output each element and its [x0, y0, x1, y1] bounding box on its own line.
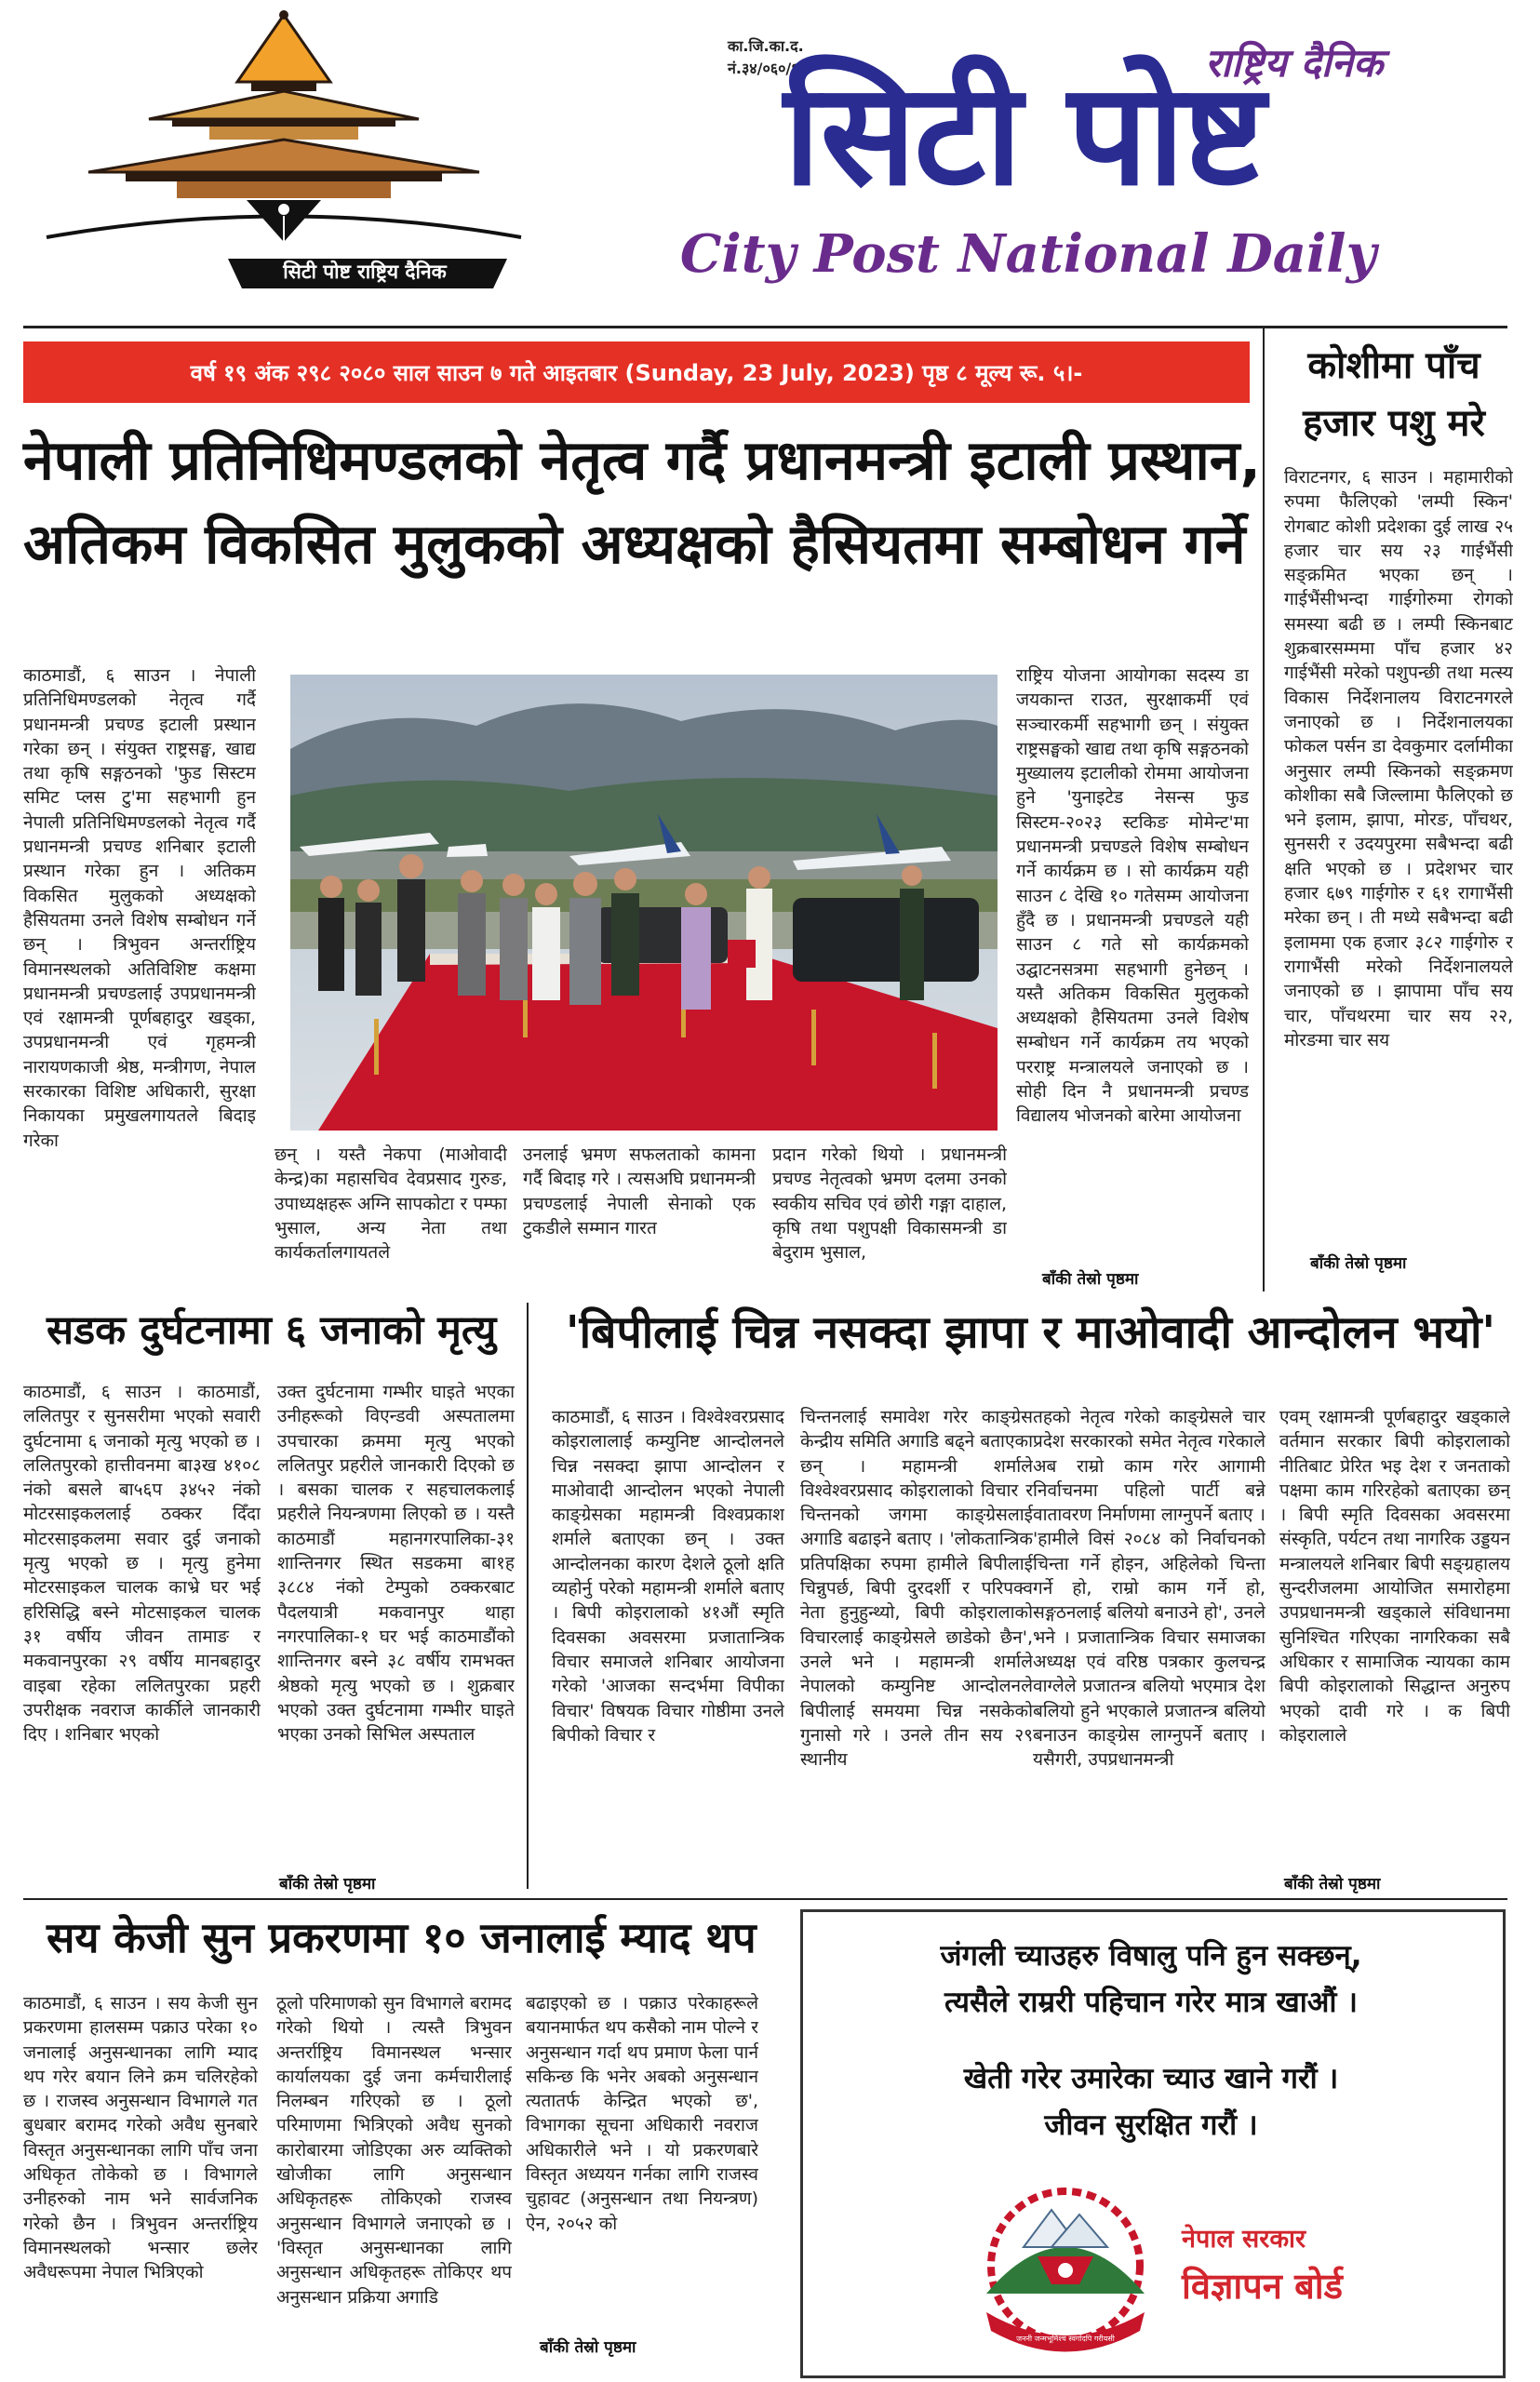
gold-story-col1: काठमाडौं, ६ साउन । सय केजी सुन प्रकरणमा हालसम्म पक्राउ परेका १० जनालाई अनुसन्धानका लागि म्याद थप गरेर बयान लिने क्रम चलिरहेको छ । राजस्व अनुसन्धान विभागले गत बुधबार बरामद गरेको अवैध सुनबारे विस्तृत अनुसन्धानका लागि पाँच जना अधिकृत तोकेको छ । विभागले उनीहरुको नाम भने सार्वजनिक गरेको छैन । त्रिभुवन अन्तर्राष्ट्रिय विमानस्थलको भन्सार छलेर अवैधरूपमा नेपाल भित्रिएको — [23, 1993, 258, 2283]
registration-number-line1: का.जि.का.द. — [728, 37, 804, 55]
bp-story-continued: बाँकी तेस्रो पृष्ठमा — [1284, 1875, 1381, 1894]
gold-story-col3: बढाइएको छ । पक्राउ परेकाहरूले बयानमार्फत थप कसैको नाम पोल्ने र अनुसन्धान गर्दा थप प्रमाण फेला पार्न सकिन्छ कि भनेर अबको अनुसन्धान त्यतातर्फ केन्द्रित भएको छ', विभागका सूचना अधिकारी नवराज अधिकारीले भने । यो प्रकरणबारे विस्तृत अध्ययन गर्नका लागि राजस्व चुहावट (अनुसन्धान तथा नियन्त्रण) ऐन, २०५२ को — [526, 1993, 758, 2234]
lead-headline-line2: अतिकम विकसित मुलुकको अध्यक्षको हैसियतमा सम्बोधन गर्ने — [23, 512, 1246, 576]
gold-story-continued: बाँकी तेस्रो पृष्ठमा — [540, 2338, 636, 2357]
column-rule — [527, 1303, 529, 1889]
accident-story-col1: काठमाडौं, ६ साउन । काठमाडौं, ललितपुर र सुनसरीमा भएको सवारी दुर्घटनामा ६ जनाको मृत्यु भएको छ । ललितपुरको हात्तीवनमा बा३ख ४१०८ नंको बसले बा५६प ३४५२ नंको मोटरसाइकललाई ठक्कर दिँदा मोटरसाइकलमा सवार दुई जनाको मृत्यु भएको छ । मृत्यु हुनेमा मोटरसाइकल चालक काभ्रे घर भई हरिसिद्धि बस्ने मोटसाइकल चालक ३१ वर्षीय जीवन तामाङ र मकवानपुरका २९ वर्षीय मानबहादुर वाइबा रहेका ललितपुरका प्रहरी उपरीक्षक नवराज कार्कीले जानकारी दिए । शनिबार भएको — [23, 1382, 261, 1746]
sidebar-headline-line2: हजार पशु मरे — [1303, 402, 1485, 445]
sidebar-story-continued: बाँकी तेस्रो पृष्ठमा — [1310, 1254, 1407, 1273]
lead-story-col3: उनलाई भ्रमण सफलताको कामना गर्दै बिदाइ गरे । त्यसअघि प्रधानमन्त्री प्रचण्डलाई नेपाली सेनाको एक टुकडीले सम्मान गारत — [523, 1144, 756, 1238]
advert-sponsor-line2: विज्ञापन बोर्ड — [1182, 2266, 1343, 2307]
sidebar-headline-line1: कोशीमा पाँच — [1307, 344, 1480, 387]
logo-caption: सिटी पोष्ट राष्ट्रिय दैनिक — [283, 261, 447, 283]
accident-story-continued: बाँकी तेस्रो पृष्ठमा — [279, 1875, 376, 1894]
accident-headline: सडक दुर्घटनामा ६ जनाको मृत्यु — [47, 1307, 497, 1354]
masthead — [0, 0, 1540, 321]
advert-line1: जंगली च्याउहरु विषालु पनि हुन सक्छन्, — [940, 1939, 1362, 1973]
masthead-title: सिटी पोष्ट — [783, 52, 1264, 217]
registration-number-line2: नं.३४/०६०/६१ — [728, 60, 807, 77]
advert-sponsor-line1: नेपाल सरकार — [1182, 2225, 1306, 2254]
nepal-emblem — [968, 2182, 1163, 2354]
gold-headline: सय केजी सुन प्रकरणमा १० जनालाई म्याद थप — [47, 1913, 757, 1962]
advert-line4: जीवन सुरक्षित गरौं । — [1044, 2108, 1258, 2142]
sidebar-rule — [1263, 328, 1265, 1291]
lead-story-col4: प्रदान गरेको थियो । प्रधानमन्त्री प्रचण्ड नेतृत्वको भ्रमण दलमा उनको स्वकीय सचिव एवं छोरी गङ्गा दाहाल, कृषि तथा पशुपक्षी विकासमन्त्री डा बेदुराम भुसाल, — [772, 1144, 1007, 1264]
advert-line3: खेती गरेर उमारेका च्याउ खाने गरौं । — [963, 2062, 1339, 2095]
gold-story-col2: ठूलो परिमाणको सुन विभागले बरामद गरेको थियो । त्यस्तै त्रिभुवन अन्तर्राष्ट्रिय विमानस्थल भन्सार कार्यालयका दुई जना कर्मचारीलाई निलम्बन गरिएको छ । ठूलो परिमाणमा भित्रिएको अवैध सुनको कारोबारमा जोडिएका अरु व्यक्तिको खोजीका लागि अनुसन्धान अधिकृतहरू तोकिएको राजस्व अनुसन्धान विभागले जनाएको छ । 'विस्तृत अनुसन्धानका लागि अनुसन्धान अधिकृतहरू तोकिएर थप अनुसन्धान प्रक्रिया अगाडि — [276, 1993, 512, 2308]
lead-story-col2: छन् । यस्तै नेकपा (माओवादी केन्द्र)का महासचिव देवप्रसाद गुरुङ, उपाध्यक्षहरू अग्नि सापकोटा र पम्फा भुसाल, अन्य नेता तथा कार्यकर्तालगायतले — [275, 1144, 507, 1264]
lead-story-continued: बाँकी तेस्रो पृष्ठमा — [1042, 1270, 1139, 1289]
sidebar-story-body: विराटनगर, ६ साउन । महामारीको रुपमा फैलिएको 'लम्पी स्किन' रोगबाट कोशी प्रदेशका दुई लाख २५ हजार चार सय २३ गाईभैंसी सङ्क्रमित भएका छन् । गाईभैंसीभन्दा गाईगोरुमा रोगको समस्या बढी छ । लम्पी स्किनबाट शुक्रबारसम्ममा पाँच हजार ४२ गाईभैंसी मरेको पशुपन्छी तथा मत्स्य विकास निर्देशनालय विराटनगरले जनाएको छ । निर्देशनालयका फोकल पर्सन डा देवकुमार दर्लामीका अनुसार लम्पी स्किनको सङ्क्रमण कोशीका सबै जिल्लामा फैलिएको छ भने इलाम, झापा, मोरङ, पाँचथर, सुनसरी र उदयपुरमा सबैभन्दा बढी क्षति भएको छ । प्रदेशभर चार हजार ६७९ गाईगोरु र ६१ रागाभैंसी मरेका छन् । ती मध्ये सबैभन्दा बढी इलाममा एक हजार ३८२ गाईगोरु र रागाभैंसी मरेको निर्देशनालयले जनाएको छ । झापामा पाँच सय चार, पाँचथरमा चार सय २२, मोरङमा चार सय — [1284, 467, 1513, 1050]
lower-rule — [23, 1898, 1507, 1900]
pagoda-logo — [37, 9, 530, 288]
advert-line2: त्यसैले राम्ररी पहिचान गरेर मात्र खाऔं । — [944, 1986, 1358, 2019]
accident-story-col2: उक्त दुर्घटनामा गम्भीर घाइते भएका उनीहरूको विएन्डवी अस्पतालमा उपचारका क्रममा मृत्यु भएको ललितपुर प्रहरीले जानकारी दिएको छ । बसका चालक र सहचालकलाई प्रहरीले नियन्त्रणमा लिएको छ । यस्तै काठमाडौं महानगरपालिका-३१ शान्तिनगर स्थित सडकमा बा१ह ३८८४ नंको टेम्पुको ठक्करबाट पैदलयात्री मकवानपुर थाहा नगरपालिका-१ घर भई काठमाडौंको शान्तिनगर बस्ने ३८ वर्षीय रामभक्त श्रेष्ठको मृत्यु भएको छ । शुक्रबार भएको उक्त दुर्घटनामा गम्भीर घाइते भएका उनको सिभिल अस्पताल — [277, 1382, 515, 1746]
bp-story-col3: तहको नेतृत्व गरेको काङ्ग्रेसले चार प्रदेश सरकारको समेत नेतृत्व गरेकाले अब राम्रो काम गरेर आगामी निर्वाचनमा पहिलो पार्टी बन्ने वातावरण निर्माणमा लाग्नुपर्ने बताए । 'हामीले विसं २०८४ को निर्वाचनको चिन्ता गर्ने होइन, अहिलेको चिन्ता गर्ने हो, राम्रो काम गर्ने हो, सङ्गठनलाई बलियो बनाउने हो', उनले भने । प्रजातान्त्रिक विचार समाजका अध्यक्ष एवं वरिष्ठ पत्रकार कुलचन्द्र वाग्लेले प्रजातन्त्र बलियो भएमात्र देश बलियो हुने भएकाले प्रजातन्त्र बलियो बनाउन काङ्ग्रेस लाग्नुपर्ने बताए । यसैगरी, उपप्रधानमन्त्री — [1033, 1407, 1265, 1771]
bp-story-col2: चिन्तनलाई समावेश गरेर काङ्ग्रेस केन्द्रीय समिति अगाडि बढ्ने बताएका छन् । महामन्त्री शर्माले विश्वेश्वरप्रसाद कोइरालाको विचार र चिन्तनको जगमा काङ्ग्रेसलाई अगाडि बढाइने बताए । 'लोकतान्त्रिक प्रतिपक्षिका रुपमा हामीले बिपीलाई चिन्नुपर्छ, बिपी दुरदर्शी र परिपक्व नेता हुनुहुन्थ्यो, बिपी कोइरालाको विचारलाई काङ्ग्रेसले छाडेको छैन', उनले भने । महामन्त्री शर्माले नेपालको कम्युनिष्ट आन्दोलनले बिपीलाई समयमा चिन्न नसकेको गुनासो गरे । उनले तीन सय २९ स्थानीय — [800, 1407, 1033, 1771]
bp-story-col1: काठमाडौं, ६ साउन । विश्वेश्वरप्रसाद कोइरालालाई कम्युनिष्ट आन्दोलनले चिन्न नसक्दा झापा आन्दोलन र माओवादी आन्दोलन भएको नेपाली काङ्ग्रेसका महामन्त्री विश्वप्रकाश शर्माले बताएका छन् । उक्त आन्दोलनका कारण देशले ठूलो क्षति व्यहोर्नु परेको महामन्त्री शर्माले बताए । बिपी कोइरालाको ४१औं स्मृति दिवसका अवसरमा प्रजातान्त्रिक विचार समाजले शनिबार आयोजना गरेको 'आजका सन्दर्भमा विपीका विचार' विषयक विचार गोष्ठीमा उनले बिपीको विचार र — [552, 1407, 784, 1746]
emblem-ribbon-text: जननी जन्मभूमिश्च स्वर्गादपि गरीयसी — [1016, 2335, 1115, 2343]
bp-story-col4: एवम् रक्षामन्त्री पूर्णबहादुर खड्काले वर्तमान सरकार बिपी कोइरालाको नीतिबाट प्रेरित भइ देश र जनताको पक्षमा काम गरिरहेको बताएका छन् । बिपी स्मृति दिवसका अवसरमा संस्कृति, पर्यटन तथा नागरिक उड्डयन मन्त्रालयले शनिबार बिपी सङ्ग्रहालय सुन्दरीजलमा आयोजित समारोहमा उपप्रधानमन्त्री खड्काले संविधानमा सुनिश्चित गरिएका नागरिकका सबै अधिकार र सामाजिक न्यायका काम बिपी कोइरालाको सिद्धान्त अनुरुप भएको दावी गरे । क बिपी कोइरालाले — [1279, 1407, 1510, 1746]
lead-headline-line1: नेपाली प्रतिनिधिमण्डलको नेतृत्व गर्दै प्रधानमन्त्री इटाली प्रस्थान, — [23, 428, 1261, 492]
masthead-tagline: राष्ट्रिय दैनिक — [1205, 40, 1384, 86]
dateline-bar: वर्ष १९ अंक २९८ २०८० साल साउन ७ गते आइतबार (Sunday, 23 July, 2023) पृष्ठ ८ मूल्य रू. ५।- — [23, 341, 1250, 403]
masthead-english-title: City Post National Daily — [679, 223, 1377, 285]
lead-story-col5: राष्ट्रिय योजना आयोगका सदस्य डा जयकान्त राउत, सुरक्षाकर्मी एवं सञ्चारकर्मी सहभागी छन् । संयुक्त राष्ट्रसङ्घको खाद्य तथा कृषि सङ्गठनको मुख्यालय इटालीको रोममा आयोजना हुने 'युनाइटेड नेसन्स फुड सिस्टम-२०२३ स्टकिङ मोमेन्ट'मा प्रधानमन्त्री प्रचण्डले विशेष सम्बोधन गर्ने कार्यक्रम छ । सो कार्यक्रम यही साउन ८ देखि १० गतेसम्म आयोजना हुँदै छ । प्रधानमन्त्री प्रचण्डले यही साउन ८ गते सो कार्यक्रमको उद्घाटनसत्रमा सहभागी हुनेछन् । यस्तै अतिकम विकसित मुलुकको अध्यक्षको हैसियतमा उनले विशेष सम्बोधन गर्ने कार्यक्रम तय भएको परराष्ट्र मन्त्रालयले जनाएको छ । सोही दिन नै प्रधानमन्त्री प्रचण्ड विद्यालय भोजनको बारेमा आयोजना — [1016, 665, 1249, 1127]
lead-story-col1: काठमाडौं, ६ साउन । नेपाली प्रतिनिधिमण्डलको नेतृत्व गर्दै प्रधानमन्त्री प्रचण्ड इटाली प्रस्थान गरेका छन् । संयुक्त राष्ट्रसङ्घ, खाद्य तथा कृषि सङ्गठनको 'फुड सिस्टम समिट प्लस टु'मा सहभागी हुन नेपाली प्रतिनिधिमण्डलको नेतृत्व गर्दै प्रधानमन्त्री प्रचण्ड शनिबार इटाली प्रस्थान गरेका हुन । अतिकम विकसित मुलुकको अध्यक्षको हैसियतमा उनले विशेष सम्बोधन गर्ने छन् । त्रिभुवन अन्तर्राष्ट्रिय विमानस्थलको अतिविशिष्ट कक्षमा प्रधानमन्त्री प्रचण्डलाई उपप्रधानमन्त्री एवं रक्षामन्त्री पूर्णबहादुर खड्का, उपप्रधानमन्त्री एवं गृहमन्त्री नारायणकाजी श्रेष्ठ, मन्त्रीगण, नेपाल सरकारका विशिष्ट अधिकारी, सुरक्षा निकायका प्रमुखलगायतले बिदाइ गरेका — [23, 665, 256, 1151]
lead-photo — [290, 675, 998, 1131]
bp-headline: 'बिपीलाई चिन्न नसक्दा झापा र माओवादी आन्दोलन भयो' — [565, 1306, 1496, 1358]
masthead-rule — [23, 326, 1507, 328]
